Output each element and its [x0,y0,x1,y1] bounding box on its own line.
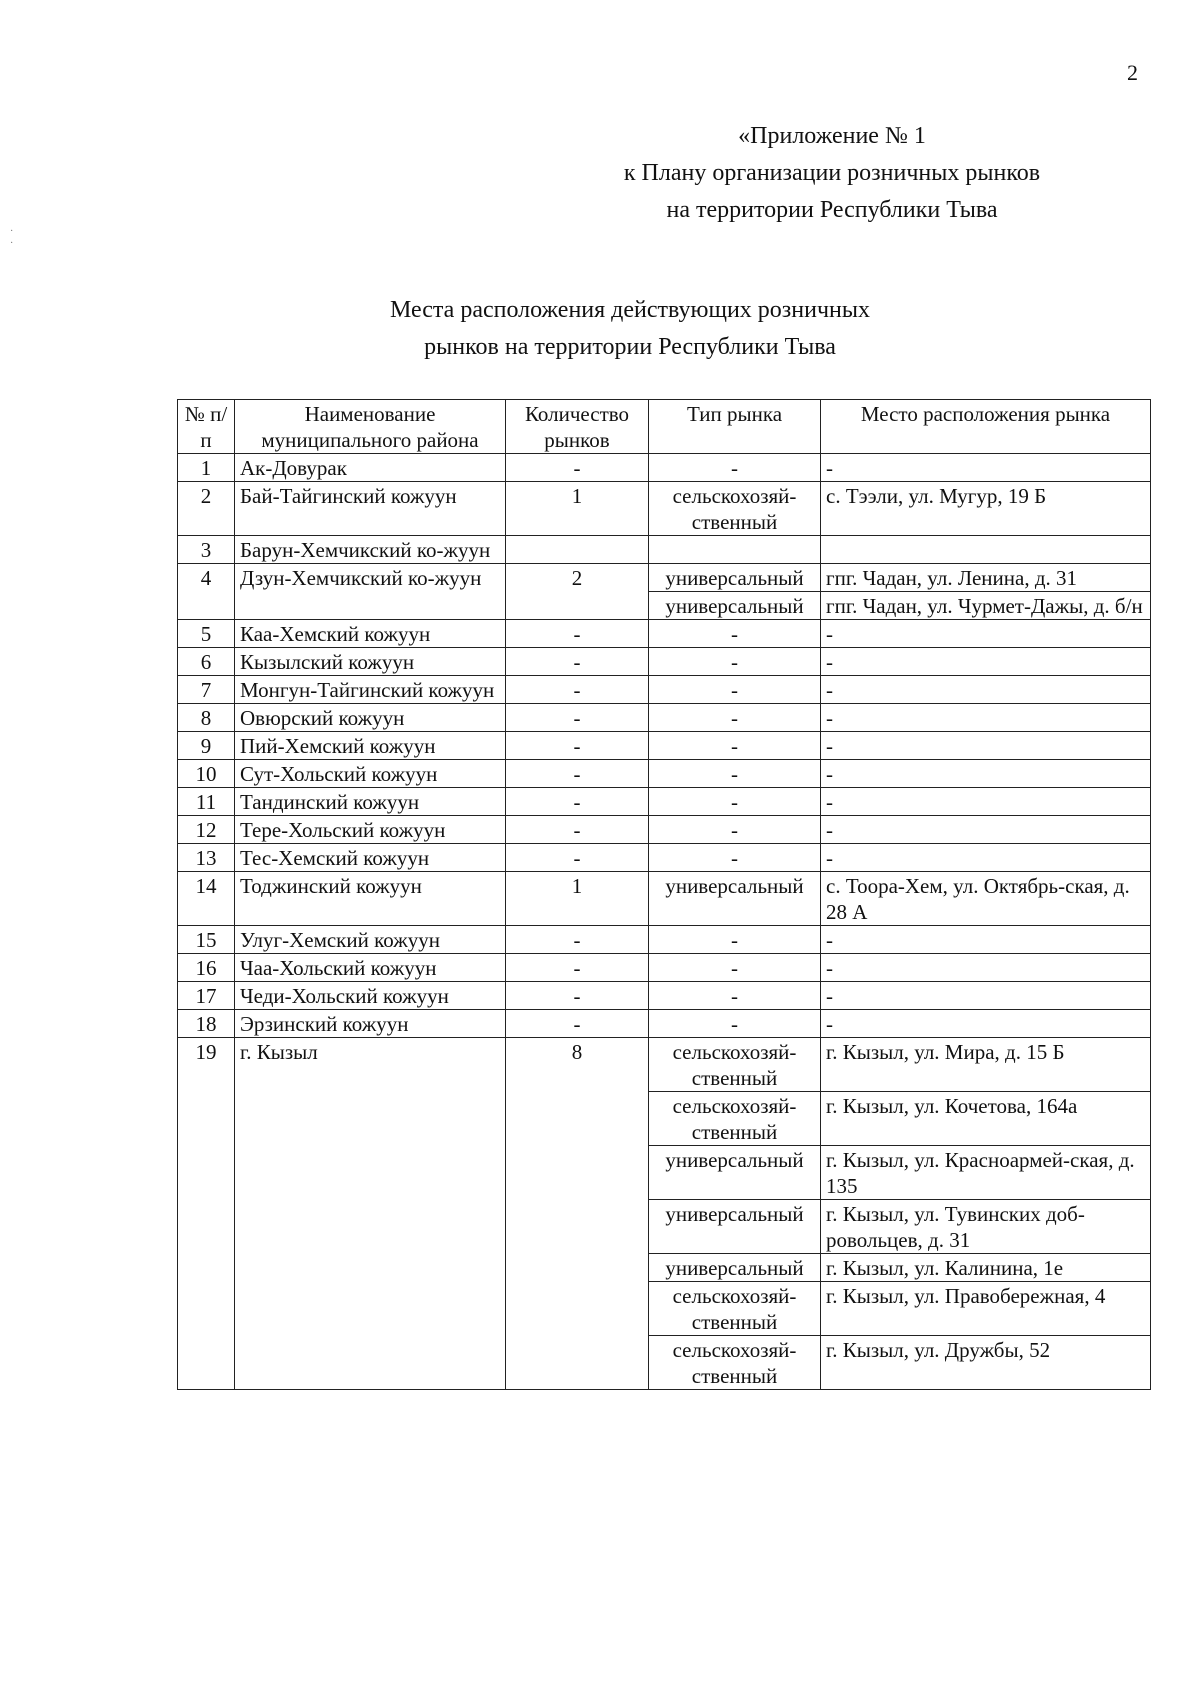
market-location-cell: г. Кызыл, ул. Тувинских доб-ровольцев, д. 31 [821,1200,1151,1254]
row-number-cell: 15 [178,926,235,954]
table-body [178,454,1151,1390]
market-type-cell: универсальный [649,1200,821,1254]
appendix-line-3: на территории Республики Тыва [666,197,998,223]
market-type-cell: сельскохозяй-ственный [649,482,821,536]
margin-mark: · [10,238,14,249]
district-name-cell: Чаа-Хольский кожуун [235,954,506,982]
district-name-cell: Тандинский кожуун [235,788,506,816]
row-number-cell: 5 [178,620,235,648]
market-location-cell: г. Кызыл, ул. Дружбы, 52 [821,1336,1151,1390]
market-type-cell: - [649,816,821,844]
district-name-cell: Чеди-Хольский кожуун [235,982,506,1010]
row-number-cell: 13 [178,844,235,872]
market-count-cell: - [506,732,649,760]
market-count-cell: - [506,704,649,732]
page-number: 2 [1127,60,1138,85]
header-place: Место расположения рынка [821,400,1151,454]
row-number-cell: 4 [178,564,235,620]
district-name-cell: Эрзинский кожуун [235,1010,506,1038]
market-location-cell: - [821,954,1151,982]
table-row [178,482,1151,536]
table-row [178,676,1151,704]
row-number-cell: 10 [178,760,235,788]
market-type-cell: - [649,926,821,954]
appendix-header [552,118,1112,229]
row-number-cell: 3 [178,536,235,564]
header-num: № п/п [178,400,235,454]
market-count-cell: - [506,1010,649,1038]
district-name-cell: Тес-Хемский кожуун [235,844,506,872]
district-name-cell: Бай-Тайгинский кожуун [235,482,506,536]
market-location-cell: - [821,732,1151,760]
market-location-cell: - [821,1010,1151,1038]
market-type-cell: - [649,454,821,482]
market-location-cell: - [821,982,1151,1010]
table-row [178,816,1151,844]
row-number-cell: 8 [178,704,235,732]
market-count-cell: - [506,676,649,704]
market-type-cell: универсальный [649,1146,821,1200]
market-count-cell: - [506,648,649,676]
table-row [178,648,1151,676]
row-number-cell: 7 [178,676,235,704]
market-count-cell [506,536,649,564]
table-row [178,1010,1151,1038]
market-location-cell: - [821,648,1151,676]
market-location-cell: с. Тоора-Хем, ул. Октябрь-ская, д. 28 А [821,872,1151,926]
market-type-cell: - [649,732,821,760]
table-row [178,536,1151,564]
market-count-cell: 1 [506,872,649,926]
market-count-cell: - [506,788,649,816]
district-name-cell: Монгун-Тайгинский кожуун [235,676,506,704]
district-name-cell: Барун-Хемчикский ко-жуун [235,536,506,564]
district-name-cell: Кызылский кожуун [235,648,506,676]
row-number-cell: 18 [178,1010,235,1038]
district-name-cell: Пий-Хемский кожуун [235,732,506,760]
market-type-cell: - [649,648,821,676]
market-type-cell: - [649,954,821,982]
district-name-cell: Ак-Довурак [235,454,506,482]
market-count-cell: - [506,454,649,482]
market-type-cell: сельскохозяй-ственный [649,1282,821,1336]
market-location-cell: г. Кызыл, ул. Мира, д. 15 Б [821,1038,1151,1092]
row-number-cell: 19 [178,1038,235,1390]
table-row [178,788,1151,816]
market-type-cell: - [649,844,821,872]
table-row [178,844,1151,872]
market-type-cell: - [649,982,821,1010]
market-location-cell: - [821,926,1151,954]
district-name-cell: Дзун-Хемчикский ко-жуун [235,564,506,620]
table-header-row [178,400,1151,454]
district-name-cell: Сут-Хольский кожуун [235,760,506,788]
market-location-cell: - [821,788,1151,816]
market-location-cell: г. Кызыл, ул. Калинина, 1е [821,1254,1151,1282]
market-location-cell: - [821,620,1151,648]
district-name-cell: г. Кызыл [235,1038,506,1390]
appendix-line-1: «Приложение № 1 [738,123,926,149]
market-type-cell [649,536,821,564]
market-location-cell: г. Кызыл, ул. Правобережная, 4 [821,1282,1151,1336]
market-count-cell: - [506,982,649,1010]
market-type-cell: сельскохозяй-ственный [649,1336,821,1390]
title-line-1: Места расположения действующих розничных [389,297,871,323]
row-number-cell: 14 [178,872,235,926]
market-location-cell: гпг. Чадан, ул. Чурмет-Дажы, д. б/н [821,592,1151,620]
title-line-2: рынков на территории Республики Тыва [424,334,836,360]
market-type-cell: - [649,788,821,816]
district-name-cell: Каа-Хемский кожуун [235,620,506,648]
header-name: Наименование муниципального района [235,400,506,454]
table-row [178,982,1151,1010]
market-location-cell: - [821,704,1151,732]
table-row [178,1038,1151,1092]
header-type: Тип рынка [649,400,821,454]
market-location-cell: г. Кызыл, ул. Красноармей-ская, д. 135 [821,1146,1151,1200]
market-location-cell [821,536,1151,564]
market-location-cell: - [821,454,1151,482]
market-type-cell: сельскохозяй-ственный [649,1092,821,1146]
table-row [178,926,1151,954]
market-type-cell: сельскохозяй-ственный [649,1038,821,1092]
market-count-cell: 1 [506,482,649,536]
row-number-cell: 6 [178,648,235,676]
district-name-cell: Улуг-Хемский кожуун [235,926,506,954]
market-location-cell: с. Тээли, ул. Мугур, 19 Б [821,482,1151,536]
market-location-cell: г. Кызыл, ул. Кочетова, 164а [821,1092,1151,1146]
market-location-cell: - [821,760,1151,788]
market-type-cell: универсальный [649,592,821,620]
district-name-cell: Овюрский кожуун [235,704,506,732]
market-type-cell: - [649,704,821,732]
table-row [178,620,1151,648]
district-name-cell: Тоджинский кожуун [235,872,506,926]
table-row [178,704,1151,732]
market-count-cell: 8 [506,1038,649,1390]
table-row [178,732,1151,760]
markets-table [177,399,1151,1390]
row-number-cell: 11 [178,788,235,816]
market-type-cell: - [649,760,821,788]
margin-mark: · [10,226,14,237]
row-number-cell: 16 [178,954,235,982]
row-number-cell: 2 [178,482,235,536]
row-number-cell: 1 [178,454,235,482]
market-count-cell: - [506,844,649,872]
table-row [178,564,1151,592]
district-name-cell: Тере-Хольский кожуун [235,816,506,844]
row-number-cell: 17 [178,982,235,1010]
market-type-cell: универсальный [649,872,821,926]
table-row [178,760,1151,788]
row-number-cell: 12 [178,816,235,844]
market-location-cell: - [821,816,1151,844]
market-type-cell: - [649,676,821,704]
market-count-cell: 2 [506,564,649,620]
market-type-cell: - [649,620,821,648]
appendix-line-2: к Плану организации розничных рынков [623,160,1041,186]
market-type-cell: универсальный [649,1254,821,1282]
market-type-cell: универсальный [649,564,821,592]
table-row [178,454,1151,482]
market-count-cell: - [506,954,649,982]
market-location-cell: - [821,844,1151,872]
market-count-cell: - [506,760,649,788]
table-row [178,872,1151,926]
market-count-cell: - [506,620,649,648]
market-count-cell: - [506,816,649,844]
table-row [178,954,1151,982]
header-count: Количество рынков [506,400,649,454]
market-location-cell: гпг. Чадан, ул. Ленина, д. 31 [821,564,1151,592]
market-location-cell: - [821,676,1151,704]
document-title [0,292,1200,366]
market-count-cell: - [506,926,649,954]
market-type-cell: - [649,1010,821,1038]
row-number-cell: 9 [178,732,235,760]
